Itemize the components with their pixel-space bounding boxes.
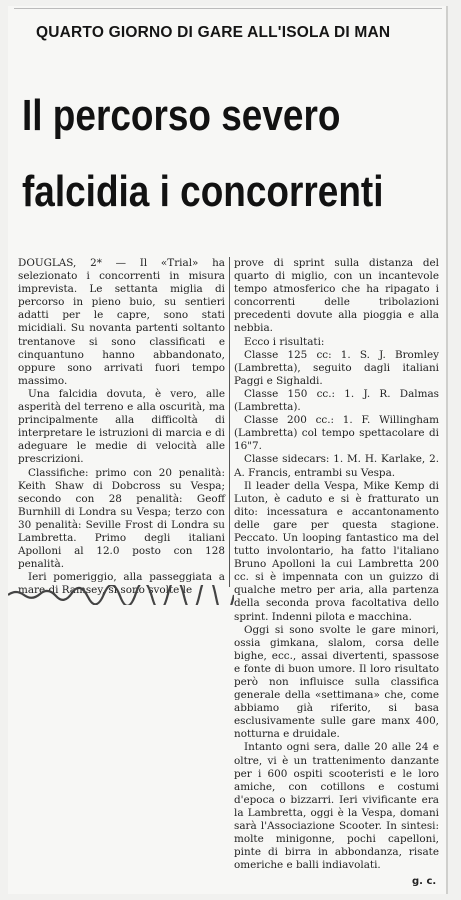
author-signature: g. c.: [412, 876, 437, 887]
main-headline: [22, 78, 384, 230]
paragraph: Classe sidecars: 1. M. H. Karlake, 2. A. Francis, entrambi su Vespa.: [234, 453, 439, 479]
paragraph: DOUGLAS, 2* — Il «Trial» ha selezionato i concorrenti in misura imprevista. Le settanta miglia di percorso in pieno buio, su sentieri adatti per le capre, sono stati micidiali. Su novanta partenti soltanto trentanove si sono classificati e cinquantuno hanno abbandonato, oppure sono arrivati fuori tempo massimo.: [18, 257, 225, 387]
paragraph: Una falcidia dovuta, è vero, alle asperità del terreno e alla oscurità, ma principalmente alla difficoltà di interpretare le istruzioni di marcia e di adeguare le medie di velocità alle prescrizioni.: [18, 387, 225, 466]
top-rule: [14, 8, 442, 9]
paragraph: Classe 150 cc.: 1. J. R. Dalmas (Lambretta).: [234, 387, 439, 414]
paragraph: Il leader della Vespa, Mike Kemp di Luton, è caduto e si è fratturato un dito: incessatura e accantonamento delle gare per questa stagione. Peccato. Un looping fantastico ma del tutto involontario, ha fatto l'italiano Bruno Apolloni la cui Lambretta 200 cc. si è impennata con un guizzo di qualche metro per aria, alla partenza della seconda prova facoltativa dello sprint. Indenni pilota e macchina.: [234, 479, 439, 623]
column-divider: [229, 257, 230, 587]
article-column-left: [18, 257, 225, 597]
paragraph: Classifiche: primo con 20 penalità: Keith Shaw di Dobcross su Vespa; secondo con 28 penalità: Geoff Burnhill di Londra su Vespa; terzo con 30 penalità: Seville Frost di Londra su Lambretta. Primo degli italiani Apolloni al 12.0 posto con 128 penalità.: [18, 466, 225, 571]
paragraph: Intanto ogni sera, dalle 20 alle 24 e oltre, vi è un trattenimento danzante per i 600 ospiti scooteristi e le loro amiche, con cotillons e costumi d'epoca o bizzarri. Ieri vivificante era la Lambretta, oggi è la Vespa, domani sarà l'Associazione Scooter. In sintesi: molte minigonne, pochi capelloni, pinte di birra in abbondanza, risate omeriche e balli indiavolati.: [234, 741, 439, 872]
paragraph: Classe 125 cc: 1. S. J. Bromley (Lambretta), seguito dagli italiani Paggi e Sighaldi.: [234, 348, 439, 387]
article-column-right: [234, 257, 439, 872]
paragraph: Classe 200 cc.: 1. F. Willingham (Lambretta) col tempo spettacolare di 16"7.: [234, 414, 439, 453]
paragraph: Oggi si sono svolte le gare minori, ossia gimkana, slalom, corsa delle bighe, ecc., assai divertenti, spassose e fonte di buon umore. Il loro risultato però non influisce sulla classifica generale della «settimana» che, come abbiamo già riferito, si basa esclusivamente sulle gare manx 400, notturna e druidale.: [234, 623, 439, 741]
paragraph: Ieri pomeriggio, alla passeggiata a mare di Ramsey, si sono svolte le: [18, 571, 225, 597]
paragraph: prove di sprint sulla distanza del quarto di miglio, con un incantevole tempo atmosferico che ha ripagato i concorrenti delle tribolazioni precedenti dovute alla pioggia e alla nebbia.: [234, 257, 439, 335]
torn-edge: [8, 585, 234, 605]
headline-line-1: Il percorso severo: [22, 91, 341, 140]
paragraph: Ecco i risultati:: [244, 335, 325, 348]
kicker-headline: QUARTO GIORNO DI GARE ALL'ISOLA DI MAN: [36, 24, 391, 41]
headline-line-2: falcidia i concorrenti: [22, 167, 384, 216]
